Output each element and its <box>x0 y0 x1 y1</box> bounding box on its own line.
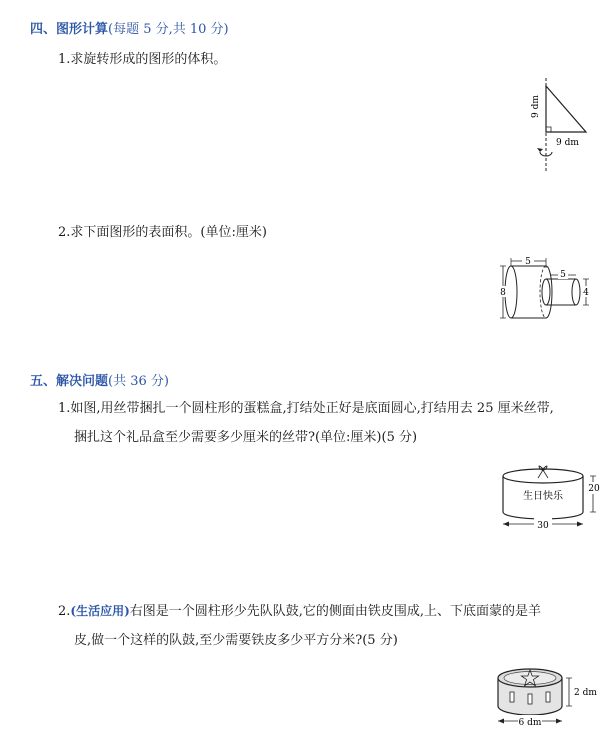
small-cylinder-diameter-label: 4 <box>583 288 589 298</box>
right-angle-mark <box>546 127 551 132</box>
cone-rotation-figure <box>520 76 600 174</box>
cake-box-figure <box>498 460 602 530</box>
section5-q2-prefix: 2. <box>58 604 71 619</box>
ribbon-bow-icon <box>539 466 547 470</box>
section5-q2-line1-text: 右图是一个圆柱形少先队队鼓,它的侧面由铁皮围成,上、下底面蒙的是羊 <box>129 604 542 619</box>
large-cylinder-length-label: 5 <box>525 257 531 267</box>
cake-box-height-label: 20 <box>588 484 600 494</box>
section4-q2-text: 2.求下面图形的表面积。(单位:厘米) <box>58 225 267 240</box>
right-triangle <box>546 86 586 132</box>
drum-buckle <box>528 694 532 704</box>
drum-buckle <box>510 692 514 702</box>
small-cylinder-length-label: 5 <box>560 270 566 280</box>
small-cylinder-right-face <box>572 279 580 305</box>
large-cylinder-diameter-label: 8 <box>500 288 506 298</box>
section5-q2-tag: (生活应用) <box>70 604 130 618</box>
section4-q1-text: 1.求旋转形成的图形的体积。 <box>58 52 227 67</box>
drum-buckle <box>546 692 550 702</box>
section5-q1-line1: 1.如图,用丝带捆扎一个圆柱形的蛋糕盒,打结处正好是底面圆心,打结用去 25 厘米丝带, <box>58 401 554 416</box>
section5-heading <box>30 370 169 389</box>
section4-note: (每题 5 分,共 10 分) <box>108 22 229 37</box>
section4-heading <box>30 18 229 37</box>
section5-note: (共 36 分) <box>108 374 169 389</box>
section5-q1-line2: 捆扎这个礼品盒至少需要多少厘米的丝带?(单位:厘米)(5 分) <box>74 430 418 445</box>
section5-q1-text <box>58 394 605 452</box>
drum-figure <box>494 664 604 730</box>
section5-q2-line2: 皮,做一个这样的队鼓,至少需要铁皮多少平方分米?(5 分) <box>74 633 398 648</box>
triangle-height-label: 9 dm <box>531 95 541 118</box>
rotation-arrowhead-icon <box>537 148 543 152</box>
section4-title: 四、图形计算 <box>30 22 109 37</box>
composite-cylinder-figure <box>494 256 598 324</box>
drum-height-label: 2 dm <box>574 688 597 698</box>
section5-q2-text <box>58 597 605 655</box>
cake-box-lid <box>503 469 583 483</box>
cake-box-diameter-label: 30 <box>537 521 549 530</box>
section5-title: 五、解决问题 <box>30 374 109 389</box>
cake-box-text: 生日快乐 <box>523 491 563 502</box>
drum-diameter-label: 6 dm <box>518 718 542 728</box>
section5-q2-line1 <box>58 597 605 626</box>
triangle-base-label: 9 dm <box>556 138 579 148</box>
